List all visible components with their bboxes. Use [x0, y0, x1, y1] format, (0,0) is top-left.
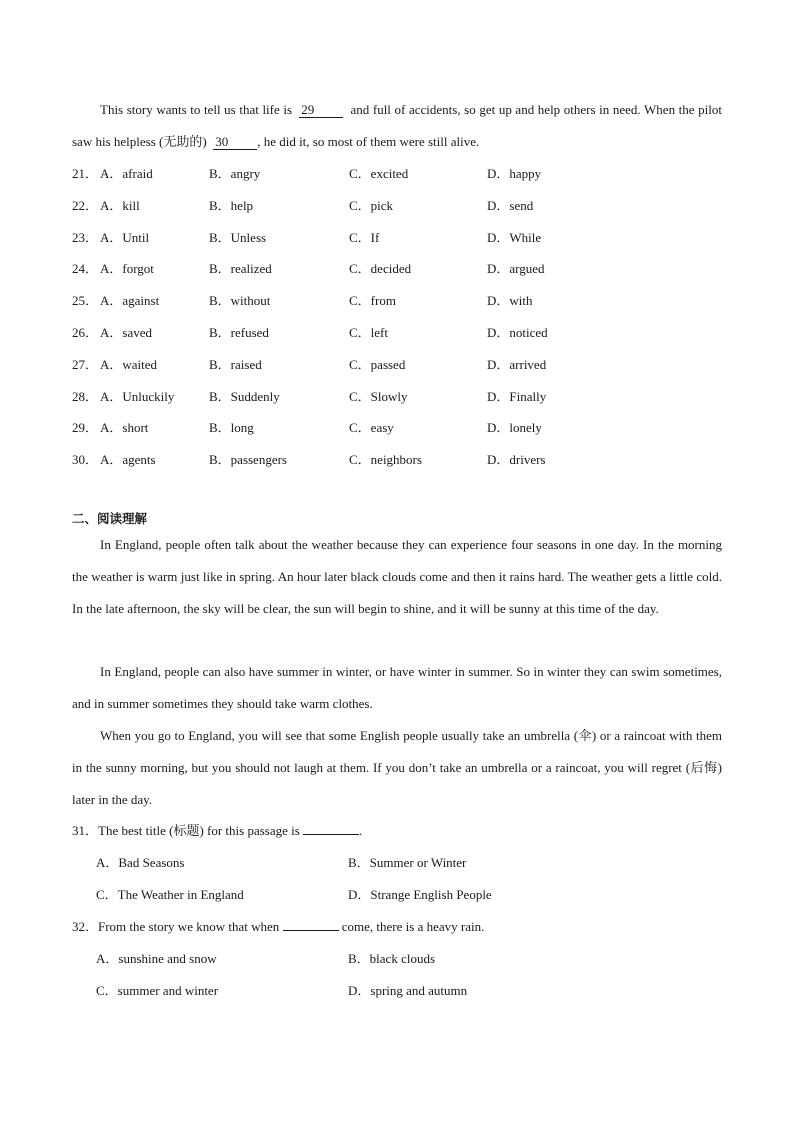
- question-row: [72, 158, 722, 190]
- option-c: C．Slowly: [349, 388, 408, 404]
- reading-paragraph-2: [72, 656, 722, 720]
- blank-30: 30: [213, 135, 257, 150]
- question-row: [72, 222, 722, 254]
- option-d: D．Strange English People: [348, 887, 492, 902]
- option-d: D．argued: [487, 261, 545, 277]
- question-stem-end: come, there is a heavy rain.: [341, 919, 485, 934]
- option-c: C．from: [349, 293, 396, 309]
- option-a: A．Unluckily: [100, 388, 175, 404]
- option-row: [72, 943, 722, 975]
- option-row: [72, 847, 722, 879]
- question-number: 26．: [72, 324, 99, 340]
- option-b: B．angry: [209, 166, 261, 181]
- option-c: C．pick: [349, 197, 394, 213]
- cloze-question-list: [72, 158, 722, 476]
- option-b: B．long: [209, 420, 254, 436]
- question-number: 21．: [72, 166, 99, 181]
- cloze-text-2: and full of accidents, so get up and help others in need. When the pilot saw his helpless (无助的): [72, 102, 723, 149]
- option-b: B．Suddenly: [209, 388, 280, 404]
- option-d: D．arrived: [487, 356, 547, 372]
- answer-blank: [303, 822, 359, 835]
- option-a: A．afraid: [100, 166, 153, 181]
- blank-29: 29: [299, 103, 343, 118]
- question-number: 27．: [72, 356, 99, 372]
- option-a: A．Bad Seasons: [96, 855, 185, 870]
- question-stem-text: 32．From the story we know that when: [72, 919, 280, 934]
- option-d: D．drivers: [487, 452, 546, 468]
- option-d: D．noticed: [487, 324, 548, 340]
- reading-paragraph-1-text: In England, people often talk about the weather because they can experience four seasons in one day. In the morning the weather is warm just like in spring. An hour later black clouds come and then it rains hard. The weather gets a little cold. In the late afternoon, the sky will be clear, the sun will begin to shine, and it will be sunny at this time of the day.: [72, 537, 722, 616]
- question-row: [72, 253, 722, 285]
- option-b: B．Summer or Winter: [348, 855, 467, 870]
- question-32: [72, 911, 722, 1007]
- option-d: D．spring and autumn: [348, 983, 468, 998]
- option-row: [72, 879, 722, 911]
- reading-paragraph-3: [72, 720, 722, 816]
- option-b: B．realized: [209, 261, 272, 277]
- question-number: 24．: [72, 261, 99, 277]
- option-a: A．Until: [100, 229, 150, 245]
- question-number: 23．: [72, 229, 99, 245]
- reading-paragraph-3-text: When you go to England, you will see that some English people usually take an umbrella (伞) or a raincoat with them in the sunny morning, but you should not laugh at them. If you don’t take an umbrella or a raincoat, you will regret (后悔) later in the day.: [72, 728, 722, 807]
- option-c: C．decided: [349, 261, 412, 277]
- question-number: 29．: [72, 420, 99, 436]
- question-stem: [72, 911, 722, 943]
- option-a: A．forgot: [100, 261, 154, 277]
- option-row: [72, 975, 722, 1007]
- option-c: C．passed: [349, 356, 406, 372]
- question-row: [72, 412, 722, 444]
- question-row: [72, 317, 722, 349]
- option-c: C．summer and winter: [96, 983, 219, 998]
- option-b: B．black clouds: [348, 951, 436, 966]
- question-number: 30．: [72, 452, 99, 468]
- option-c: C．easy: [349, 420, 394, 436]
- option-c: C．The Weather in England: [96, 887, 244, 902]
- option-b: B．without: [209, 293, 271, 309]
- question-row: [72, 285, 722, 317]
- option-b: B．passengers: [209, 452, 287, 468]
- option-c: C．excited: [349, 166, 409, 181]
- reading-paragraph-1: [72, 529, 722, 625]
- option-a: A．sunshine and snow: [96, 951, 217, 966]
- section-title: 二、阅读理解: [72, 511, 148, 526]
- cloze-text-1: This story wants to tell us that life is: [100, 102, 293, 117]
- question-number: 25．: [72, 293, 99, 309]
- option-a: A．waited: [100, 356, 158, 372]
- question-number: 28．: [72, 388, 99, 404]
- option-b: B．refused: [209, 324, 269, 340]
- question-row: [72, 190, 722, 222]
- cloze-text-3: , he did it, so most of them were still alive.: [257, 134, 480, 149]
- option-d: D．send: [487, 197, 534, 213]
- option-c: C．neighbors: [349, 452, 422, 468]
- question-number: 22．: [72, 197, 99, 213]
- option-a: A．short: [100, 420, 149, 436]
- question-stem-end: .: [359, 823, 363, 838]
- question-row: [72, 444, 722, 476]
- cloze-passage-end: [72, 94, 722, 158]
- option-b: B．help: [209, 197, 254, 213]
- option-d: D．Finally: [487, 388, 547, 404]
- option-b: B．raised: [209, 356, 262, 372]
- option-c: C．left: [349, 324, 388, 340]
- question-stem-text: 31．The best title (标题) for this passage is: [72, 823, 300, 838]
- option-a: A．saved: [100, 324, 152, 340]
- option-d: D．with: [487, 293, 533, 309]
- question-31: [72, 815, 722, 911]
- question-stem: [72, 815, 722, 847]
- option-d: D．While: [487, 229, 542, 245]
- option-c: C．If: [349, 229, 380, 245]
- option-d: D．lonely: [487, 420, 542, 436]
- option-a: A．against: [100, 293, 160, 309]
- option-b: B．Unless: [209, 229, 267, 245]
- question-row: [72, 349, 722, 381]
- question-row: [72, 381, 722, 413]
- option-d: D．happy: [487, 166, 542, 181]
- option-a: A．kill: [100, 197, 140, 213]
- answer-blank: [283, 918, 339, 931]
- option-a: A．agents: [100, 452, 156, 468]
- reading-paragraph-2-text: In England, people can also have summer in winter, or have winter in summer. So in winter they can swim sometimes, and in summer sometimes they should take warm clothes.: [72, 664, 722, 711]
